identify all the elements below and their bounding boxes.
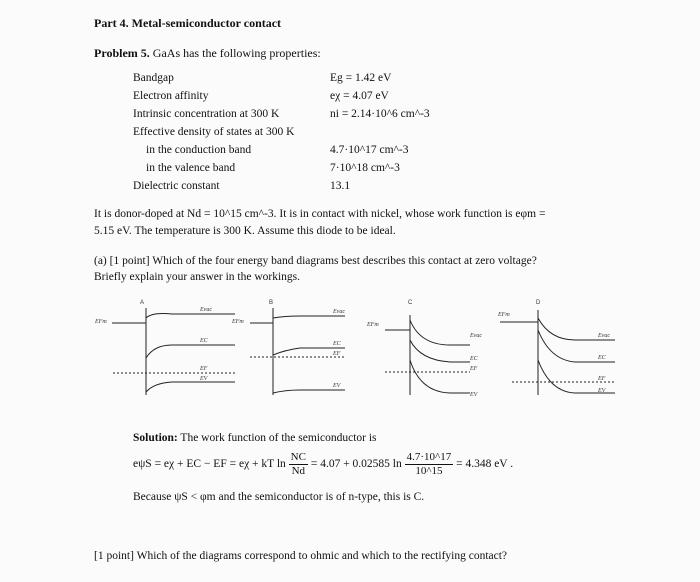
diagram-a-evac [146, 314, 235, 319]
description-line2: 5.15 eV. The temperature is 300 K. Assume this diode to be ideal. [94, 225, 396, 237]
diagram-c-label-evac: Evac [470, 333, 482, 339]
diagram-b-label-evac: Evac [333, 309, 345, 315]
diagram-b-label-ef: EF [333, 351, 341, 357]
prop-name-6: Dielectric constant [133, 180, 220, 192]
diagram-a-label-ec: EC [200, 338, 208, 344]
prop-name-2: Intrinsic concentration at 300 K [133, 108, 280, 120]
diagram-c-label-ec: EC [470, 356, 478, 362]
solution-heading [133, 432, 377, 444]
solution-label: Solution: [133, 432, 178, 444]
prop-name-0: Bandgap [133, 72, 174, 84]
diagram-letter-b: B [269, 300, 274, 306]
fraction-values [405, 452, 454, 477]
prop-name-3: Effective density of states at 300 K [133, 126, 295, 138]
diagram-b-evac [273, 316, 345, 318]
prop-name-4: in the conduction band [146, 144, 252, 156]
diagram-c-label-efm: EFm [367, 322, 379, 328]
solution-conclusion: Because ψS < φm and the semiconductor is of n-type, this is C. [133, 491, 425, 503]
equation-left: eψS = eχ + EC − EF = eχ + kT ln [133, 458, 286, 471]
diagram-c-label-ef: EF [470, 366, 478, 372]
fraction-nd: Nd [291, 465, 306, 477]
diagram-d-label-ev: EV [598, 388, 606, 394]
diagram-b-label-ev: EV [333, 383, 341, 389]
diagram-c-ec [410, 340, 470, 362]
prop-name-5: in the valence band [146, 162, 236, 174]
diagram-d-label-ef: EF [598, 376, 606, 382]
diagram-a-label-ef: EF [200, 366, 208, 372]
fraction-nc: NC [290, 451, 306, 463]
diagram-c-label-ev: EV [470, 392, 478, 398]
diagram-b-label-efm: EFm [232, 319, 244, 325]
solution-text: The work function of the semiconductor is [180, 432, 377, 444]
solution-equation [133, 452, 513, 477]
fraction-nc-nd [289, 452, 308, 477]
diagram-a-ec [146, 345, 235, 358]
diagram-letter-a: A [140, 300, 145, 306]
diagram-letter-c: C [408, 300, 413, 306]
question-a-line2: Briefly explain your answer in the workings. [94, 271, 300, 283]
diagram-b-label-ec: EC [333, 341, 341, 347]
question-a-line1: (a) [1 point] Which of the four energy band diagrams best describes this contact at zero voltage? [94, 255, 537, 267]
diagram-d-label-efm: EFm [498, 312, 510, 318]
prop-value-4: 4.7·10^17 cm^-3 [330, 144, 409, 156]
diagram-a-label-efm: EFm [95, 319, 107, 325]
description-line1: It is donor-doped at Nd = 10^15 cm^-3. It is in contact with nickel, whose work function is eφm = [94, 208, 546, 220]
prop-value-2: ni = 2.14·10^6 cm^-3 [330, 108, 430, 120]
diagram-a-ev [146, 382, 235, 392]
diagram-a-label-ev: EV [200, 376, 208, 382]
prop-value-5: 7·10^18 cm^-3 [330, 162, 400, 174]
diagram-d-label-ec: EC [598, 355, 606, 361]
part-title: Part 4. Metal-semiconductor contact [94, 16, 282, 30]
diagram-letter-d: D [536, 300, 541, 306]
prop-value-6: 13.1 [330, 180, 351, 192]
prop-value-1: eχ = 4.07 eV [330, 90, 389, 102]
equation-middle: = 4.07 + 0.02585 ln [310, 458, 402, 471]
prop-value-0: Eg = 1.42 eV [330, 72, 392, 84]
fraction-denominator: 10^15 [415, 465, 443, 477]
problem-intro: GaAs has the following properties: [152, 46, 321, 60]
equation-right: = 4.348 eV . [456, 458, 514, 471]
fraction-numerator: 4.7·10^17 [406, 451, 452, 463]
diagram-b-ev [273, 390, 345, 393]
question-b: [1 point] Which of the diagrams correspond to ohmic and which to the rectifying contact? [94, 550, 508, 562]
diagram-d-label-evac: Evac [598, 333, 610, 339]
diagram-c-evac [410, 320, 470, 345]
diagram-a-label-evac: Evac [200, 307, 212, 313]
problem-label: Problem 5. [94, 46, 150, 60]
prop-name-1: Electron affinity [133, 90, 209, 102]
diagram-c-ev [410, 360, 470, 393]
